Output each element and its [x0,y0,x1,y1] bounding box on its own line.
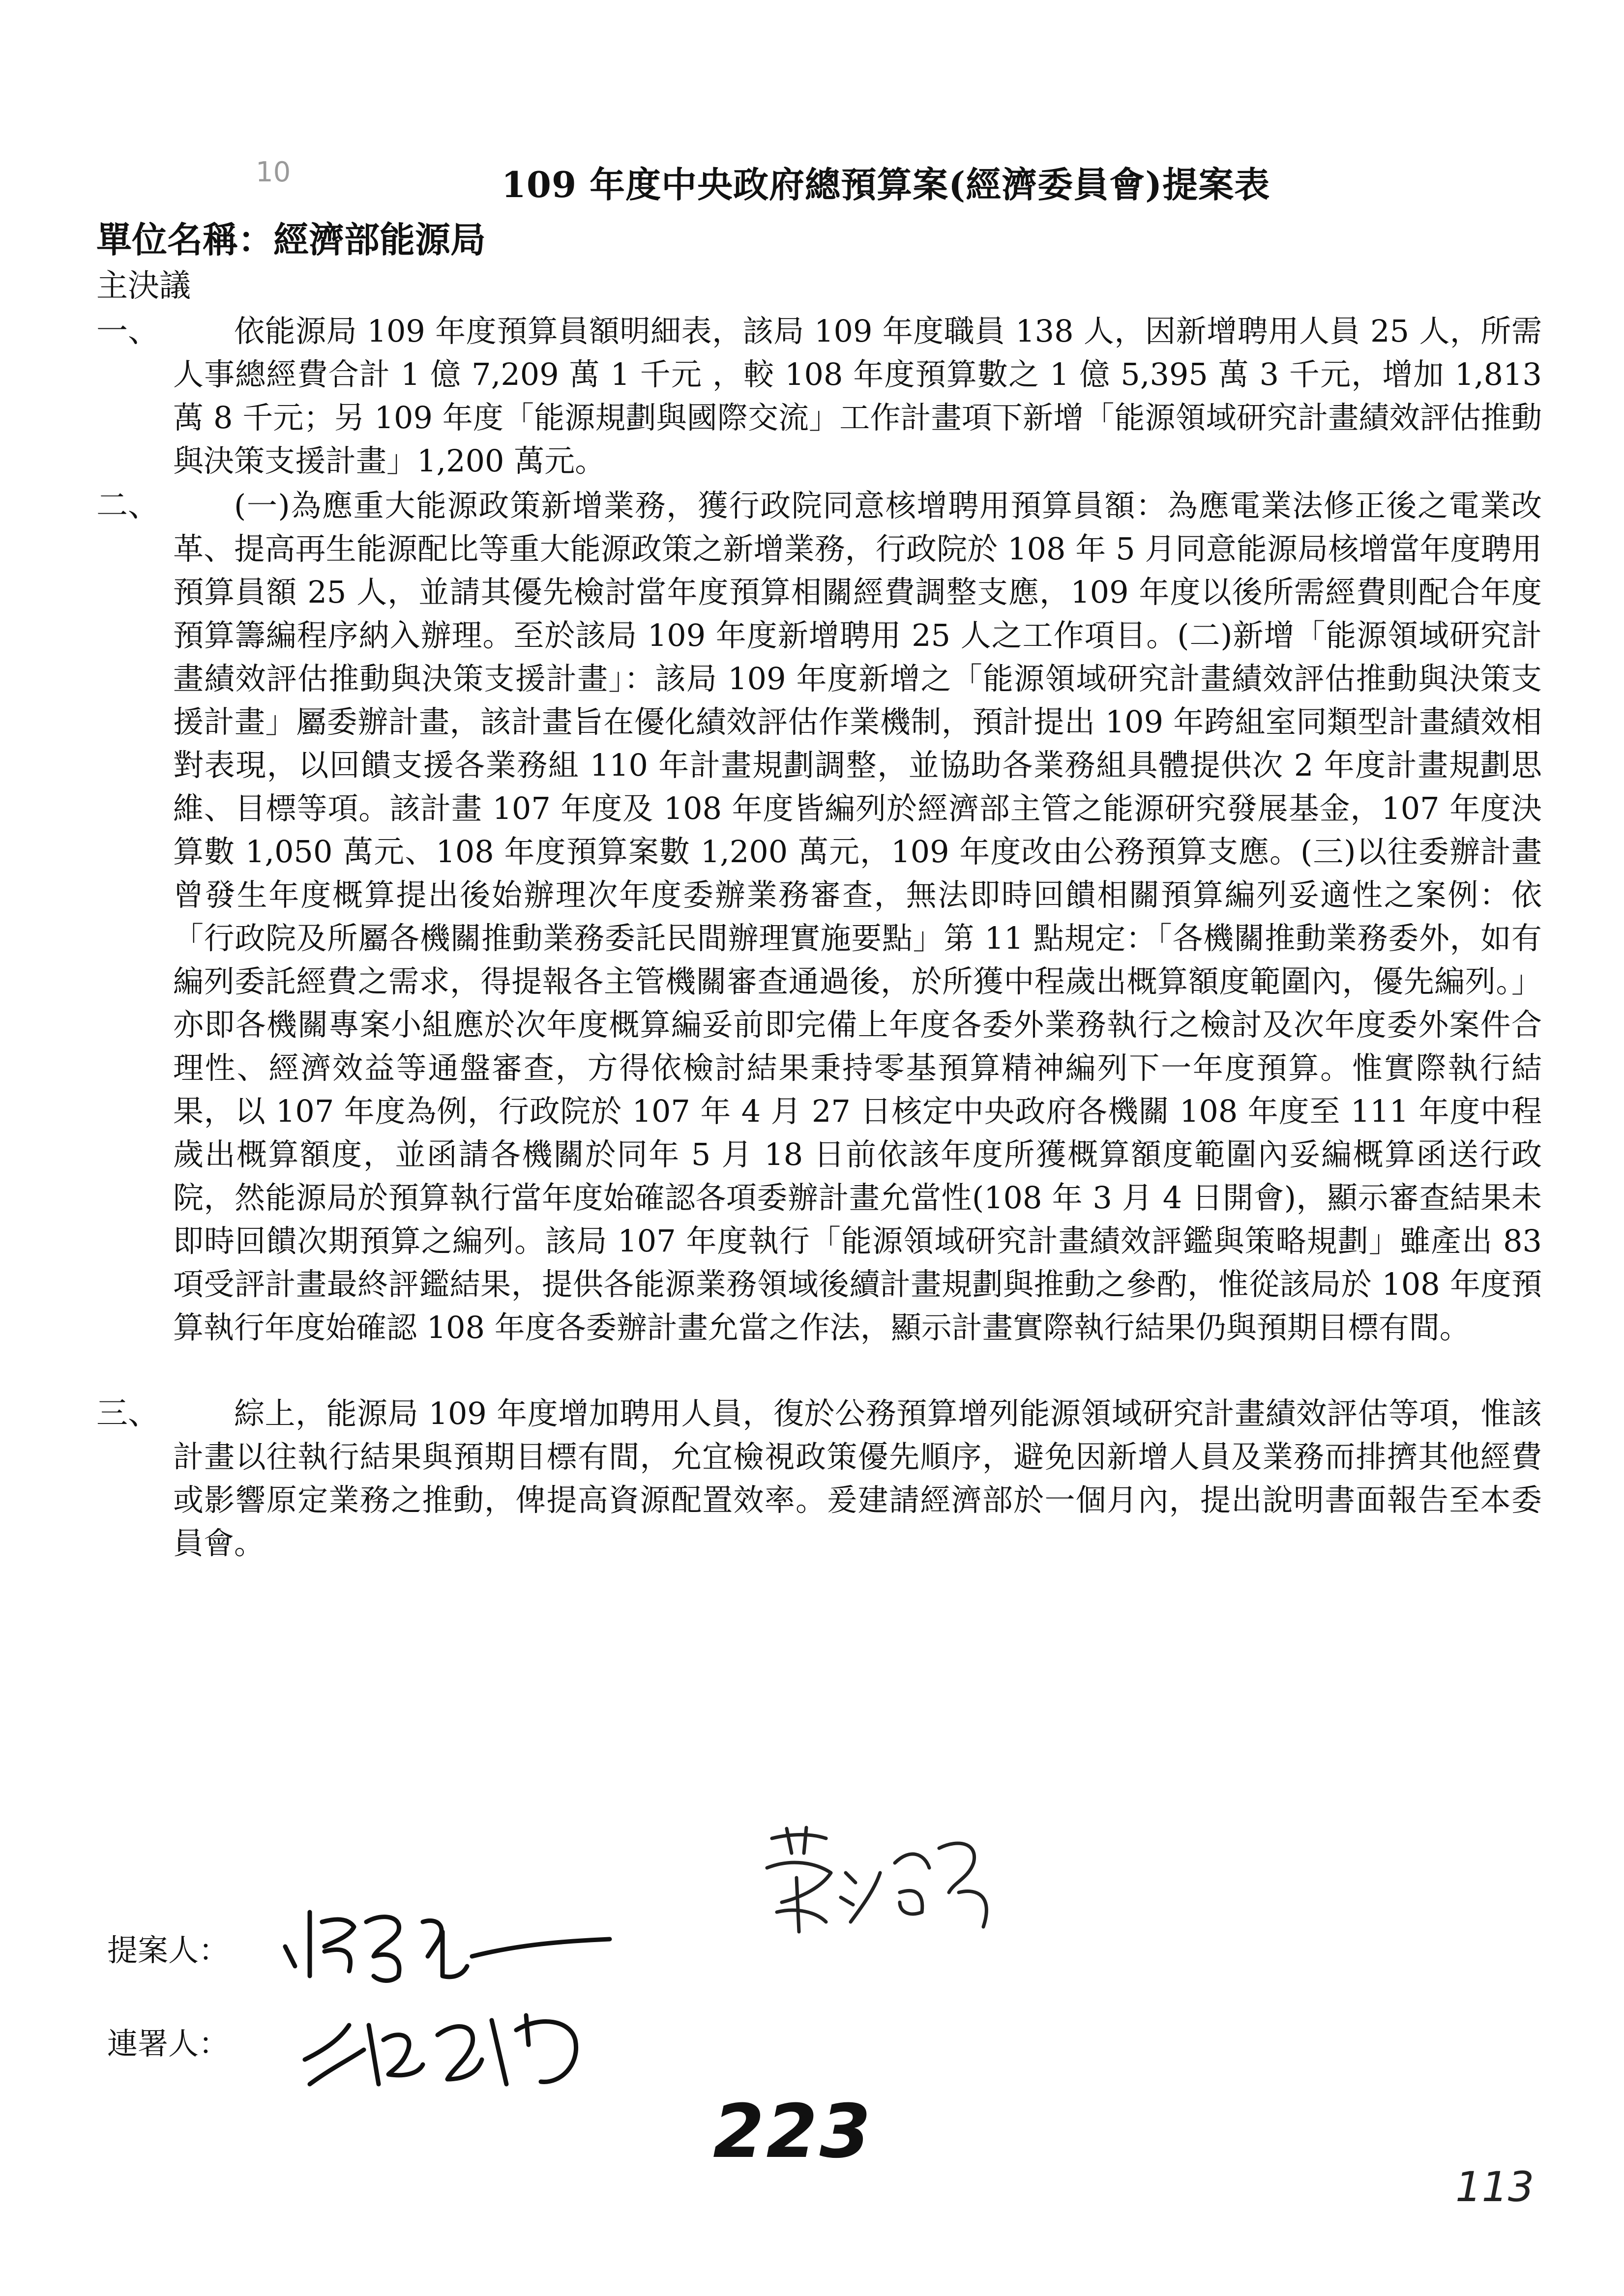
resolution-item-1 [96,310,1542,483]
item-number: 二、 [96,488,159,524]
item-text: 綜上，能源局 109 年度增加聘用人員，復於公務預算增列能源領域研究計畫績效評估等項，惟該計畫以往執行結果與預期目標有間，允宜檢視政策優先順序，避免因新增人員及業務而排擠其他經費或影響原定業務之推動，俾提高資源配置效率。爰建請經濟部於一個月內，提出說明書面報告至本委員會。 [173,1395,1542,1561]
cosigner-label: 連署人： [107,2026,230,2062]
item-number: 一、 [96,313,159,349]
item-text: (一)為應重大能源政策新增業務，獲行政院同意核增聘用預算員額：為應電業法修正後之電業改革、提高再生能源配比等重大能源政策之新增業務，行政院於 108 年 5 月同意能源局核增當年度聘用預算員額 25 人，並請其優先檢討當年度預算相關經費調整支應，109 年度以後所需經費則配合年度預算籌編程序納入辦理。至於該局 109 年度新增聘用 25 人之工作項目。(二)新增「能源領域研究計畫績效評估推動與決策支援計畫」：該局 109 年度新增之「能源領域研究計畫績效評估推動與決策支援計畫」屬委辦計畫，該計畫旨在優化績效評估作業機制，預計提出 109 年跨組室同類型計畫績效相對表現，以回饋支援各業務組 110 年計畫規劃調整，並協助各業務組具體提供次 2 年度計畫規劃思維、目標等項。該計畫 107 年度及 108 年度皆編列於經濟部主管之能源研究發展基金，107 年度決算數 1,050 萬元、108 年度預算案數 1,200 萬元，109 年度改由公務預算支應。(三)以往委辦計畫曾發生年度概算提出後始辦理次年度委辦業務審查，無法即時回饋相關預算編列妥適性之案例：依「行政院及所屬各機關推動業務委託民間辦理實施要點」第 11 點規定：「各機關推動業務委外，如有編列委託經費之需求，得提報各主管機關審查通過後，於所獲中程歲出概算額度範圍內，優先編列。」亦即各機關專案小組應於次年度概算編妥前即完備上年度各委外業務執行之檢討及次年度委外案件合理性、經濟效益等通盤審查，方得依檢討結果秉持零基預算精神編列下一年度預算。惟實際執行結果，以 107 年度為例，行政院於 107 年 4 月 27 日核定中央政府各機關 108 年度至 111 年度中程歲出概算額度，並函請各機關於同年 5 月 18 日前依該年度所獲概算額度範圍內妥編概算函送行政院，然能源局於預算執行當年度始確認各項委辦計畫允當性(108 年 3 月 4 日開會)，顯示審查結果未即時回饋次期預算之編列。該局 107 年度執行「能源領域研究計畫績效評鑑與策略規劃」雖產出 83 項受評計畫最終評鑑結果，提供各能源業務領域後續計畫規劃與推動之參酌，惟從該局於 108 年度預算執行年度始確認 108 年度各委辦計畫允當之作法，顯示計畫實際執行結果仍與預期目標有間。 [173,488,1542,1345]
proposer-signature-2 [752,1819,1028,1947]
corner-mark: 10 [256,156,291,188]
resolution-item-2 [96,484,1542,1349]
handwritten-page-stamp: 223 [713,2089,873,2175]
cosigner-signature [295,1986,620,2094]
unit-name: 單位名稱：經濟部能源局 [96,219,486,261]
proposer-signature [275,1892,620,1991]
item-text: 依能源局 109 年度預算員額明細表，該局 109 年度職員 138 人，因新增聘用人員 25 人，所需人事總經費合計 1 億 7,209 萬 1 千元 ，較 108 年度預算數之 1 億 5,395 萬 3 千元，增加 1,813 萬 8 千元；另 109 年度「能源規劃與國際交流」工作計畫項下新增「能源領域研究計畫績效評估推動與決策支援計畫」1,200 萬元。 [173,313,1542,479]
page-title: 109 年度中央政府總預算案(經濟委員會)提案表 [501,164,1270,205]
proposer-label: 提案人： [107,1932,230,1968]
resolution-item-3 [96,1392,1542,1565]
item-number: 三、 [96,1395,159,1432]
section-heading: 主決議 [96,268,191,304]
handwritten-page-number: 113 [1455,2163,1535,2211]
